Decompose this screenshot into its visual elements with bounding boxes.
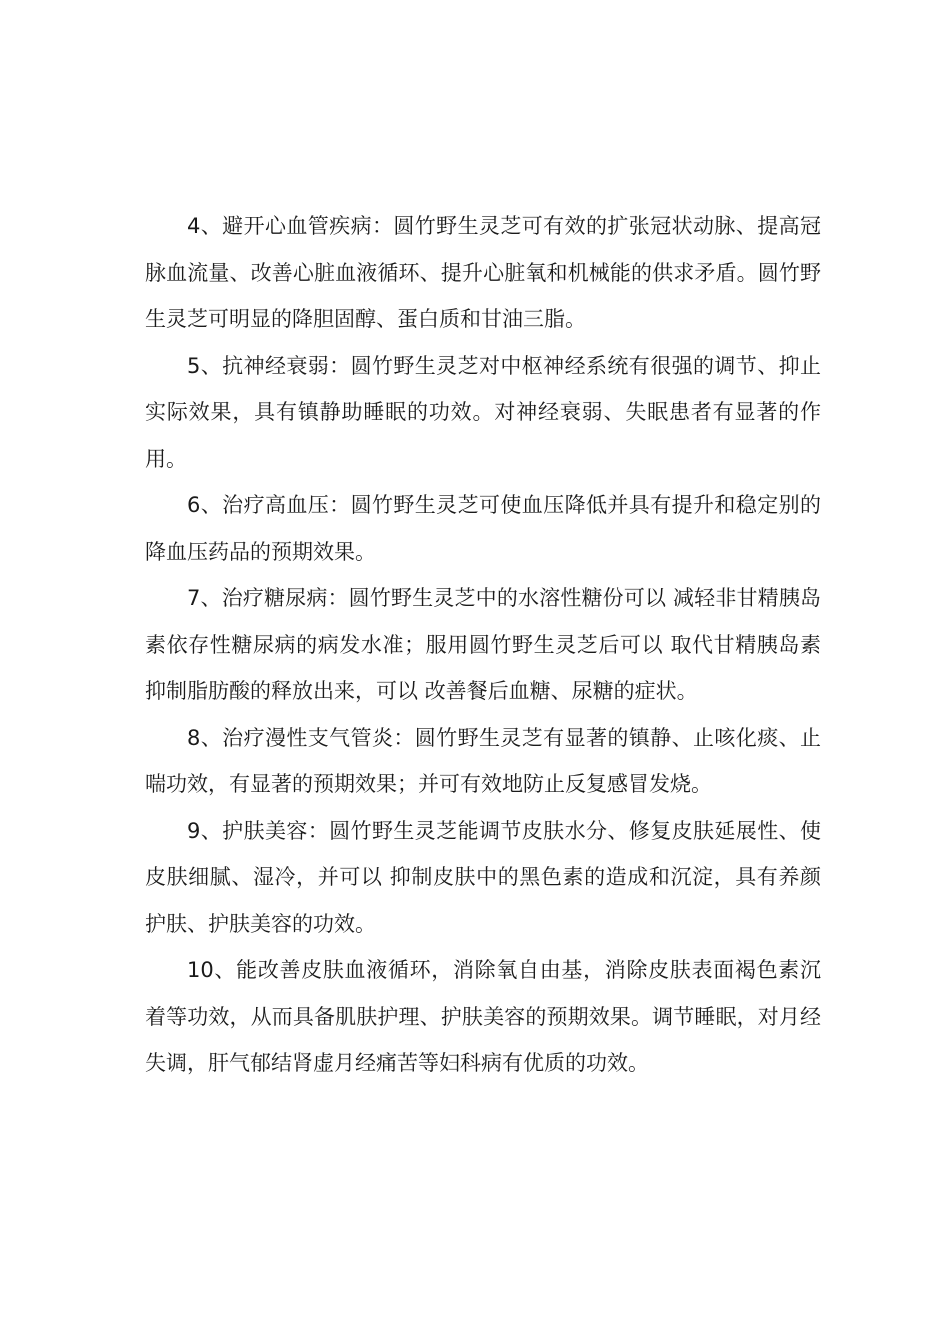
paragraph-cardiovascular: 4、避开心血管疾病：圆竹野生灵芝可有效的扩张冠状动脉、提高冠脉血流量、改善心脏血液循环、提升心脏氧和机械能的供求矛盾。圆竹野生灵芝可明显的降胆固醇、蛋白质和甘油三脂。 xyxy=(145,214,821,331)
paragraph-diabetes: 7、治疗糖尿病：圆竹野生灵芝中的水溶性糖份可以 减轻非甘精胰岛素依存性糖尿病的病发水准；服用圆竹野生灵芝后可以 取代甘精胰岛素抑制脂肪酸的释放出来，可以 改善餐后血糖、尿糖的症状。 xyxy=(145,586,821,703)
paragraph-circulation: 10、能改善皮肤血液循环，消除氧自由基，消除皮肤表面褐色素沉着等功效，从而具备肌肤护理、护肤美容的预期效果。调节睡眠，对月经失调，肝气郁结肾虚月经痛苦等妇科病有优质的功效。 xyxy=(145,958,821,1075)
paragraph-skincare: 9、护肤美容：圆竹野生灵芝能调节皮肤水分、修复皮肤延展性、使皮肤细腻、湿冷，并可以 抑制皮肤中的黑色素的造成和沉淀，具有养颜护肤、护肤美容的功效。 xyxy=(145,818,821,936)
paragraph-neurasthenia: 5、抗神经衰弱：圆竹野生灵芝对中枢神经系统有很强的调节、抑止实际效果，具有镇静助睡眠的功效。对神经衰弱、失眠患者有显著的作用。 xyxy=(145,353,821,471)
paragraph-hypertension: 6、治疗高血压：圆竹野生灵芝可使血压降低并具有提升和稳定别的降血压药品的预期效果。 xyxy=(145,493,821,564)
paragraph-bronchitis: 8、治疗漫性支气管炎：圆竹野生灵芝有显著的镇静、止咳化痰、止喘功效，有显著的预期效果；并可有效地防止反复感冒发烧。 xyxy=(145,725,821,796)
document-body xyxy=(145,203,821,1087)
